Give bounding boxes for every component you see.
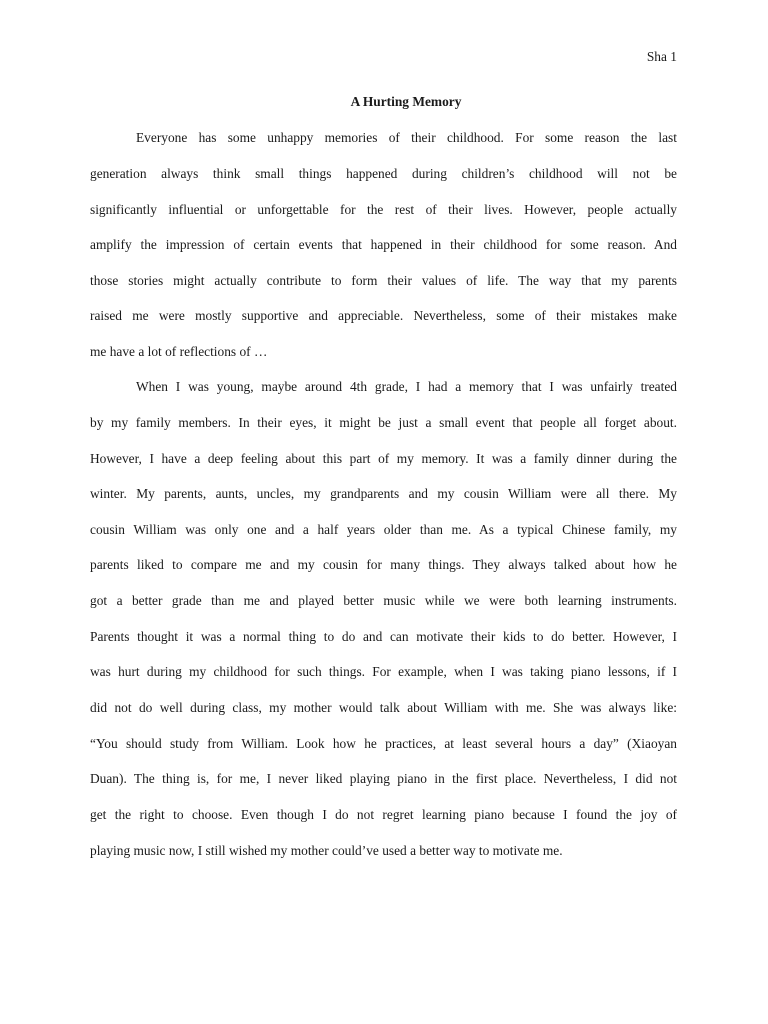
body-text-line: got a better grade than me and played better music while we were both learning instruments. xyxy=(90,593,677,608)
body-text-line: did not do well during class, my mother would talk about William with me. She was always like: xyxy=(90,700,677,715)
body-text-line: Duan). The thing is, for me, I never liked playing piano in the first place. Nevertheless, I did not xyxy=(90,771,677,786)
body-text-line: by my family members. In their eyes, it might be just a small event that people all forget about. xyxy=(90,415,677,430)
body-text-line: parents liked to compare me and my cousin for many things. They always talked about how he xyxy=(90,557,677,572)
body-text-line: playing music now, I still wished my mother could’ve used a better way to motivate me. xyxy=(90,843,563,858)
body-text-line: those stories might actually contribute to form their values of life. The way that my parents xyxy=(90,273,677,288)
body-text-line: “You should study from William. Look how he practices, at least several hours a day” (Xiaoyan xyxy=(90,736,677,751)
body-text-line: amplify the impression of certain events that happened in their childhood for some reason. And xyxy=(90,237,677,252)
body-text-line: When I was young, maybe around 4th grade, I had a memory that I was unfairly treated xyxy=(136,379,677,394)
body-text-line: significantly influential or unforgettable for the rest of their lives. However, people actually xyxy=(90,202,677,217)
body-text-line: winter. My parents, aunts, uncles, my grandparents and my cousin William were all there. My xyxy=(90,486,677,501)
page-header: Sha 1 xyxy=(646,49,677,64)
body-text-line: Parents thought it was a normal thing to do and can motivate their kids to do better. However, I xyxy=(90,629,677,644)
body-text-line: generation always think small things happened during children’s childhood will not be xyxy=(90,166,677,181)
body-text-line: raised me were mostly supportive and appreciable. Nevertheless, some of their mistakes make xyxy=(90,308,677,323)
body-text-line: was hurt during my childhood for such things. For example, when I was taking piano lessons, if I xyxy=(90,664,677,679)
body-text-line: Everyone has some unhappy memories of their childhood. For some reason the last xyxy=(136,130,677,145)
body-text-line: cousin William was only one and a half years older than me. As a typical Chinese family, my xyxy=(90,522,677,537)
body-text-line: get the right to choose. Even though I do not regret learning piano because I found the joy of xyxy=(90,807,677,822)
body-text-line: me have a lot of reflections of … xyxy=(90,344,268,359)
document-title: A Hurting Memory xyxy=(350,94,462,109)
body-text-line: However, I have a deep feeling about this part of my memory. It was a family dinner during the xyxy=(90,451,677,466)
